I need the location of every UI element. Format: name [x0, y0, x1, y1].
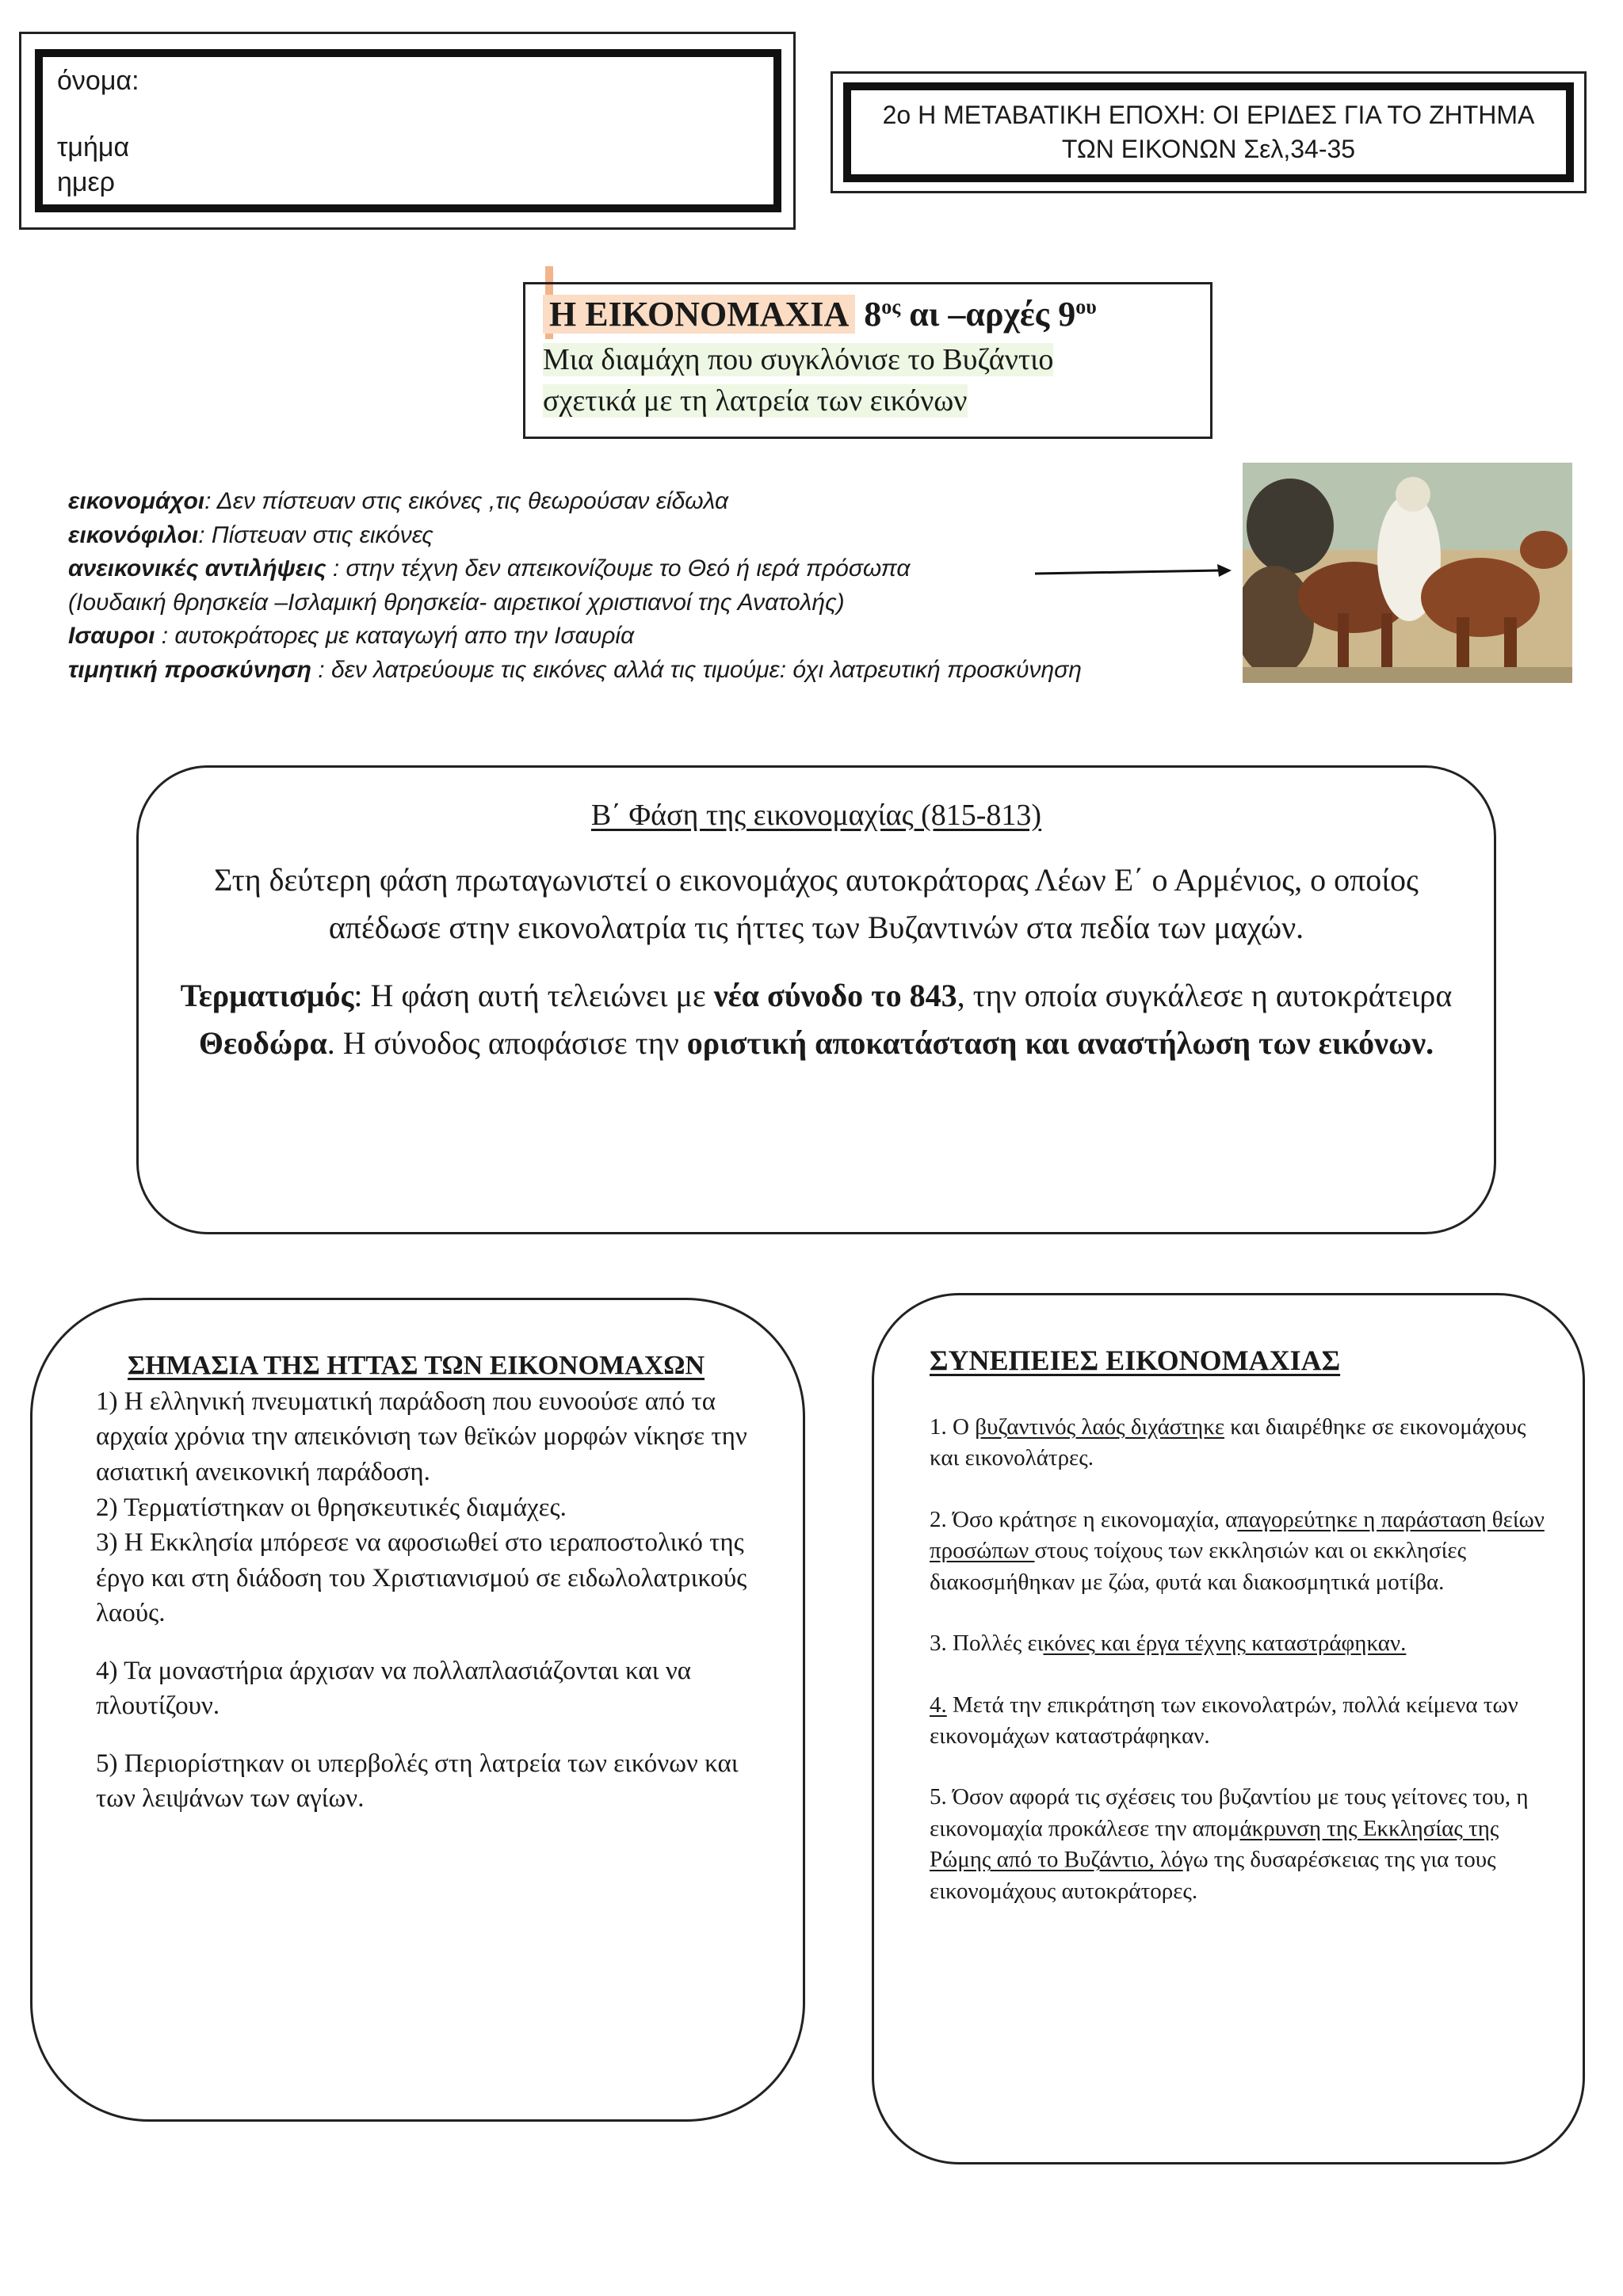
heading-title-text: Η ΕΙΚΟΝΟΜΑΧΙΑ: [543, 295, 855, 334]
arrow-icon: [1030, 555, 1236, 586]
consequence-item: 4. Μετά την επικράτηση των εικονολατρών, πολλά κείμενα των εικονομάχων καταστράφηκαν.: [930, 1691, 1518, 1749]
consequence-item: 1. Ο βυζαντινός λαός διχάστηκε και διαιρέθηκε σε εικονομάχους και εικονολάτρες.: [930, 1413, 1526, 1471]
heading-period: $8^{o\varsigma}$ αι –αρχές $9^{o\upsilon}$: [864, 295, 1097, 334]
significance-item: 2) Τερματίστηκαν οι θρησκευτικές διαμάχες.: [96, 1493, 567, 1522]
definition-line: (Ιουδαική θρησκεία –Ισλαμική θρησκεία- αιρετικοί χριστιανοί της Ανατολής): [68, 589, 845, 616]
definition-line: ανεικονικές αντιλήψεις : στην τέχνη δεν απεικονίζουμε το Θεό ή ιερά πρόσωπα: [68, 555, 911, 582]
consequence-item: 5. Όσον αφορά τις σχέσεις του βυζαντίου με τους γείτονες του, η εικονομαχία προκάλεσε την απομάκρυνση της Εκκλησίας της Ρώμης από το Βυζάντιο, λόγω της δυσαρέσκειας της για τους εικονομάχους αυτοκράτορες.: [930, 1784, 1529, 1904]
significance-title: ΣΗΜΑΣΙΑ ΤΗΣ ΗΤΤΑΣ ΤΩΝ ΕΙΚΟΝΟΜΑΧΩΝ: [128, 1351, 705, 1380]
name-label: όνομα:: [57, 66, 139, 96]
date-label: ημερ: [57, 167, 115, 198]
student-info-box: [35, 49, 781, 212]
lesson-title-line1: 2ο Η ΜΕΤΑΒΑΤΙΚΗ ΕΠΟΧΗ: ΟΙ ΕΡΙΔΕΣ ΓΙΑ ΤΟ ΖΗΤΗΜΑ: [882, 101, 1535, 129]
heading-title: [543, 294, 1193, 336]
consequence-item: 2. Όσο κράτησε η εικονομαχία, απαγορεύτηκε η παράσταση θείων προσώπων στους τοίχους των εκκλησιών και οι εκκλησίες διακοσμήθηκαν με ζώα, φυτά και διακοσμητικά μοτίβα.: [930, 1506, 1545, 1595]
definition-line: εικονόφιλοι: Πίστευαν στις εικόνες: [68, 521, 433, 548]
heading-subtitle: Μια διαμάχη που συγκλόνισε το Βυζάντιο σχετικά με τη λατρεία των εικόνων: [543, 342, 1054, 418]
consequence-item: 3. Πολλές εικόνες και έργα τέχνης καταστράφηκαν.: [930, 1630, 1407, 1657]
definition-line: εικονομάχοι: Δεν πίστευαν στις εικόνες ,τις θεωρούσαν είδωλα: [68, 488, 729, 514]
phase-title: Β΄ Φάση της εικονομαχίας (815-813): [590, 799, 1042, 832]
significance-item: 3) Η Εκκλησία μπόρεσε να αφοσιωθεί στο ιεραποστολικό της έργο και στη διάδοση του Χριστιανισμού σε ειδωλολατρικούς λαούς.: [96, 1528, 747, 1628]
phase-paragraph-2: Τερματισμός: Η φάση αυτή τελειώνει με νέα σύνοδο το 843, την οποία συγκάλεσε η αυτοκράτειρα Θεοδώρα. Η σύνοδος αποφάσισε την οριστική αποκατάσταση και αναστήλωση των εικόνων.: [180, 978, 1453, 1061]
illustration-image: [1243, 463, 1572, 683]
lesson-title-box: [843, 82, 1574, 182]
consequences-title: ΣΥΝΕΠΕΙΕΣ ΕΙΚΟΝΟΜΑΧΙΑΣ: [930, 1344, 1341, 1376]
significance-item: 4) Τα μοναστήρια άρχισαν να πολλαπλασιάζονται και να πλουτίζουν.: [96, 1656, 692, 1721]
significance-box: [30, 1298, 805, 2122]
significance-item: 1) Η ελληνική πνευματική παράδοση που ευνοούσε από τα αρχαία χρόνια την απεικόνιση των θεϊκών μορφών νίκησε την ασιατική ανεικονική παράδοση.: [96, 1386, 747, 1486]
class-label: τμήμα: [57, 132, 130, 163]
heading-box: [523, 282, 1212, 439]
phase-box: [136, 765, 1496, 1234]
lesson-title-line2: ΤΩΝ ΕΙΚΟΝΩΝ Σελ,34-35: [1061, 135, 1356, 164]
significance-item: 5) Περιορίστηκαν οι υπερβολές στη λατρεία των εικόνων και των λειψάνων των αγίων.: [96, 1749, 739, 1814]
phase-paragraph-1: Στη δεύτερη φάση πρωταγωνιστεί ο εικονομάχος αυτοκράτορας Λέων Ε΄ ο Αρμένιος, ο οποίος απέδωσε στην εικονολατρία τις ήττες των Βυζαντινών στα πεδία των μαχών.: [214, 862, 1419, 945]
definition-line: Ισαυροι : αυτοκράτορες με καταγωγή απο την Ισαυρία: [68, 623, 635, 650]
definition-line: τιμητική προσκύνηση : δεν λατρεύουμε τις εικόνες αλλά τις τιμούμε: όχι λατρευτική προσκύνηση: [68, 656, 1082, 683]
consequences-box: [872, 1293, 1585, 2164]
